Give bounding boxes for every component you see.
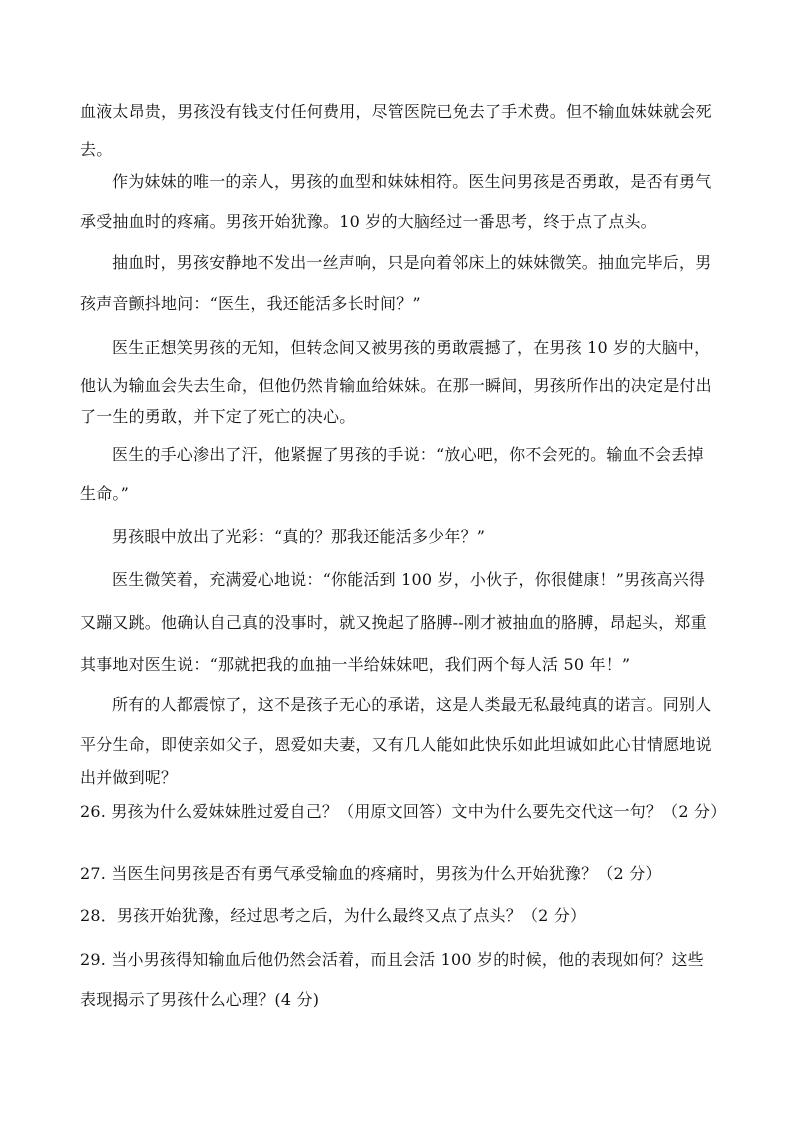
paragraph-2-line-2: 承受抽血时的疼痛。男孩开始犹豫。10 岁的大脑经过一番思考，终于点了点头。 [80, 212, 657, 231]
paragraph-8-line-2: 平分生命，即使亲如父子，恩爱如夫妻，又有几人能如此快乐如此坦诚如此心甘情愿地说 [80, 735, 712, 754]
question-29-line-2: 表现揭示了男孩什么心理？(4 分) [80, 990, 320, 1009]
question-26: 26. 男孩为什么爱妹妹胜过爱自己？（用原文回答）文中为什么要先交代这一句？（2 分） [80, 802, 727, 821]
question-28: 28．男孩开始犹豫，经过思考之后，为什么最终又点了点头？（2 分） [80, 906, 587, 925]
paragraph-7-line-2: 又蹦又跳。他确认自己真的没事时，就又挽起了胳膊--刚才被抽血的胳膊，昂起头，郑重 [80, 613, 707, 632]
question-29-line-1: 29. 当小男孩得知输血后他仍然会活着，而且会活 100 岁的时候，他的表现如何？这些 [80, 950, 704, 969]
paragraph-1-line-1: 血液太昂贵，男孩没有钱支付任何费用，尽管医院已免去了手术费。但不输血妹妹就会死 [80, 102, 712, 121]
paragraph-4-line-1: 医生正想笑男孩的无知，但转念间又被男孩的勇敢震撼了，在男孩 10 岁的大脑中， [112, 338, 711, 357]
paragraph-7-line-1: 医生微笑着，充满爱心地说：“你能活到 100 岁，小伙子，你很健康！”男孩高兴得 [112, 570, 706, 589]
paragraph-1-line-2: 去。 [80, 140, 113, 159]
question-27: 27. 当医生问男孩是否有勇气承受输血的疼痛时，男孩为什么开始犹豫？（2 分） [80, 864, 662, 883]
paragraph-6-line-1: 男孩眼中放出了光彩：“真的？那我还能活多少年？” [112, 527, 486, 546]
paragraph-3-line-1: 抽血时，男孩安静地不发出一丝声响，只是向着邻床上的妹妹微笑。抽血完毕后，男 [112, 253, 712, 272]
paragraph-4-line-2: 他认为输血会失去生命，但他仍然肯输血给妹妹。在那一瞬间，男孩所作出的决定是付出 [80, 376, 712, 395]
paragraph-5-line-1: 医生的手心渗出了汗，他紧握了男孩的手说：“放心吧，你不会死的。输血不会丢掉 [112, 445, 704, 464]
paragraph-7-line-3: 其事地对医生说：“那就把我的血抽一半给妹妹吧，我们两个每人活 50 年！” [80, 655, 631, 674]
paragraph-8-line-1: 所有的人都震惊了，这不是孩子无心的承诺，这是人类最无私最纯真的诺言。同别人 [112, 695, 712, 714]
paragraph-4-line-3: 了一生的勇敢，并下定了死亡的决心。 [80, 407, 356, 426]
paragraph-3-line-2: 孩声音颤抖地问：“医生，我还能活多长时间？” [80, 294, 421, 313]
paragraph-8-line-3: 出并做到呢？ [80, 768, 178, 787]
paragraph-2-line-1: 作为妹妹的唯一的亲人，男孩的血型和妹妹相符。医生问男孩是否勇敢，是否有勇气 [112, 172, 712, 191]
paragraph-5-line-2: 生命。” [80, 484, 129, 503]
